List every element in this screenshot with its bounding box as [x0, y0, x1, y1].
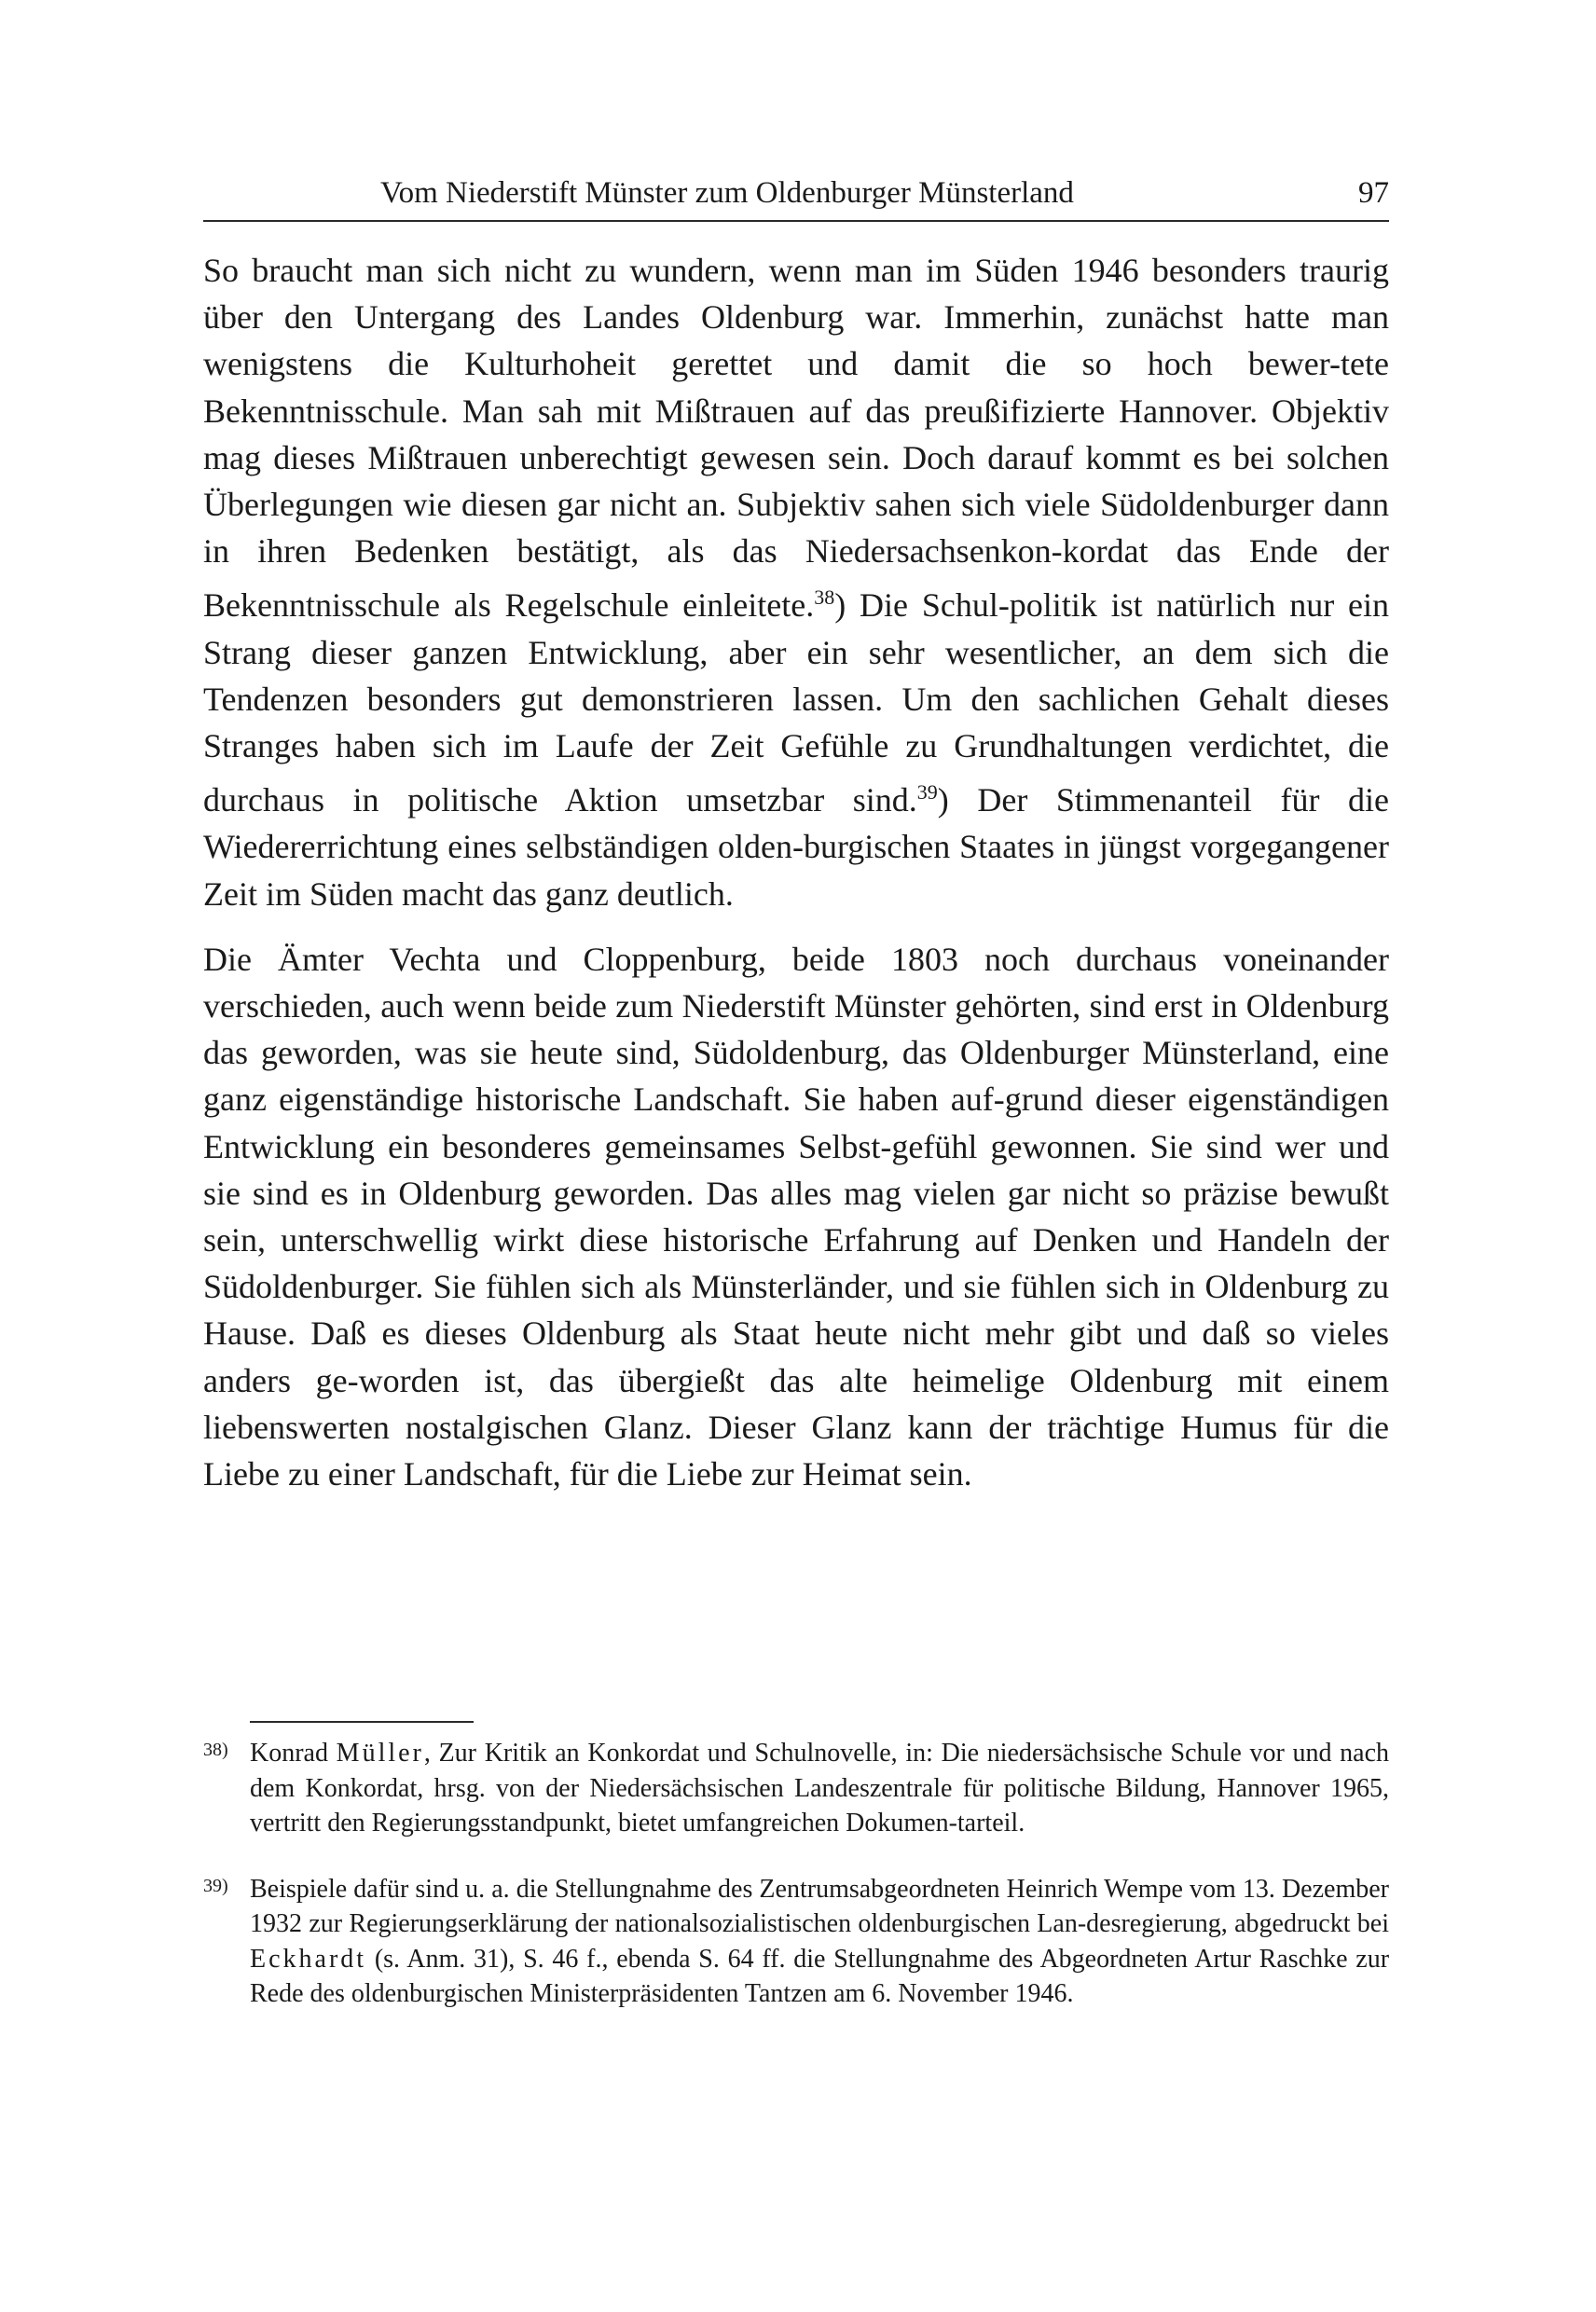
footnote-38-author-last: Müller: [336, 1739, 424, 1768]
footnote-39-mark: 39): [203, 1875, 228, 1896]
footnote-38-text: , Zur Kritik an Konkordat und Schulnovelle, in: Die niedersächsische Schule vor und nach dem Konkordat, hrsg. von der Niedersächsischen Landeszentrale für politische Bildung, Hannover 1965, vertritt den Regierungsstandpunkt, bietet umfangreichen Dokumen-tarteil.: [250, 1739, 1389, 1837]
running-title: Vom Niederstift Münster zum Oldenburger Münsterland: [380, 176, 1074, 210]
page-number: 97: [1358, 176, 1389, 210]
paragraph-1-part-2: ) Die Schul-politik ist natürlich nur ein Strang dieser ganzen Entwicklung, aber ein sehr wesentlicher, an dem sich die Tendenzen besonders gut demonstrieren lassen. Um den sachlichen Gehalt dieses Stranges haben sich im Laufe der Zeit Gefühle zu Grundhaltungen verdichtet, die durchaus in politische Aktion umsetzbar sind.: [203, 586, 1389, 819]
footnote-38: [203, 1736, 1389, 1841]
footnote-39-author: Eckhardt: [250, 1944, 367, 1974]
running-header: [203, 170, 1389, 216]
footnote-39-text-after: (s. Anm. 31), S. 46 f., ebenda S. 64 ff. die Stellungnahme des Abgeordneten Artur Raschke zur Rede des oldenburgischen Ministerpräsidenten Tantzen am 6. November 1946.: [250, 1944, 1390, 2008]
paragraph-1: [203, 247, 1389, 917]
paragraph-2: Die Ämter Vechta und Cloppenburg, beide 1803 noch durchaus voneinander verschieden, auch wenn beide zum Niederstift Münster gehörten, sind erst in Oldenburg das geworden, was sie heute sind, Südoldenburg, das Oldenburger Münsterland, eine ganz eigenständige historische Landschaft. Sie haben auf-grund dieser eigenständigen Entwicklung ein besonderes gemeinsames Selbst-gefühl gewonnen. Sie sind wer und sie sind es in Oldenburg geworden. Das alles mag vielen gar nicht so präzise bewußt sein, unterschwellig wirkt diese historische Erfahrung auf Denken und Handeln der Südoldenburger. Sie fühlen sich als Münsterländer, und sie fühlen sich in Oldenburg zu Hause. Daß es dieses Oldenburg als Staat heute nicht mehr gibt und daß so vieles anders ge-worden ist, das übergießt das alte heimelige Oldenburg mit einem liebenswerten nostalgischen Glanz. Dieser Glanz kann der trächtige Humus für die Liebe zu einer Landschaft, für die Liebe zur Heimat sein.: [203, 940, 1389, 1493]
footnote-39: [203, 1872, 1389, 2012]
footnote-ref-38: 38: [814, 585, 835, 610]
footnotes: [203, 1736, 1389, 2012]
paragraph-1-part-3: ) Der Stimmenanteil für die Wiedererrichtung eines selbständigen olden-burgischen Staates in jüngst vorgegangener Zeit im Süden macht das ganz deutlich.: [203, 781, 1389, 913]
paragraph-1-part-1: So braucht man sich nicht zu wundern, wenn man im Süden 1946 besonders traurig über den Untergang des Landes Oldenburg war. Immerhin, zunächst hatte man wenigstens die Kulturhoheit gerettet und damit die so hoch bewer-tete Bekenntnisschule. Man sah mit Mißtrauen auf das preußifizierte Hannover. Objektiv mag dieses Mißtrauen unberechtigt gewesen sein. Doch darauf kommt es bei solchen Überlegungen wie diesen gar nicht an. Subjektiv sahen sich viele Südoldenburger dann in ihren Bedenken bestätigt, als das Niedersachsenkon-kordat das Ende der Bekenntnisschule als Regelschule einleitete.: [203, 252, 1389, 625]
footnote-38-author-first: Konrad: [250, 1739, 328, 1768]
header-rule: [203, 220, 1389, 222]
main-text: [203, 247, 1389, 1497]
footnote-39-text-before: Beispiele dafür sind u. a. die Stellungnahme des Zentrumsabgeordneten Heinrich Wempe vom 13. Dezember 1932 zur Regierungserklärung der nationalsozialistischen oldenburgischen Lan-desregierung, abgedruckt bei: [250, 1874, 1389, 1938]
footnote-rule: [250, 1721, 474, 1723]
footnote-38-mark: 38): [203, 1740, 228, 1760]
footnote-ref-39: 39: [916, 780, 938, 805]
